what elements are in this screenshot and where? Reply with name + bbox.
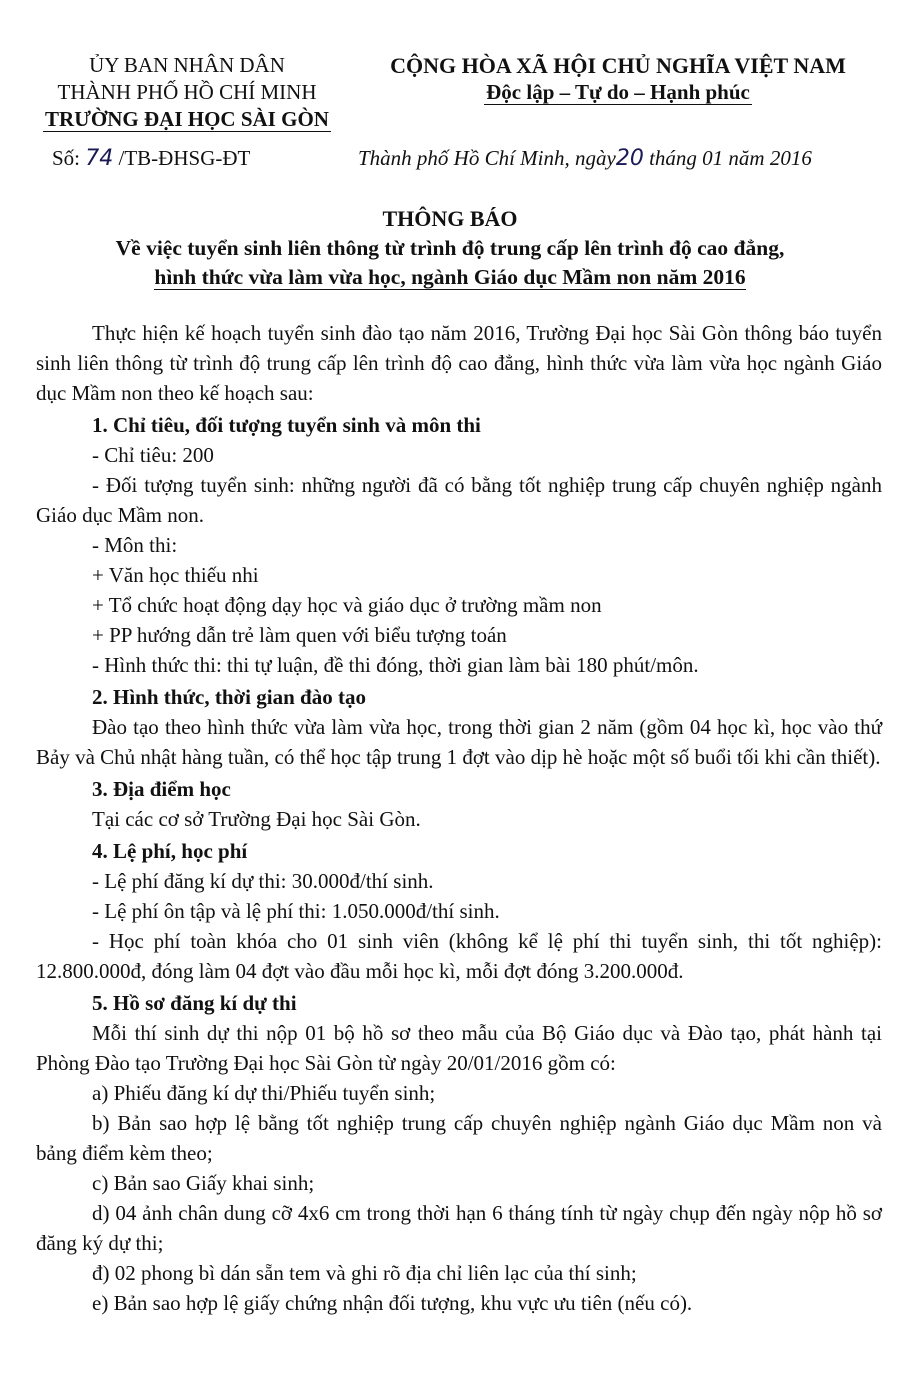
s4-line-1: - Lệ phí đăng kí dự thi: 30.000đ/thí sinh.	[92, 869, 434, 893]
section-1-heading: 1. Chỉ tiêu, đối tượng tuyển sinh và môn thi	[92, 413, 481, 437]
s2-text: Đào tạo theo hình thức vừa làm vừa học, trong thời gian 2 năm (gồm 04 học kì, học vào thứ Bảy và Chủ nhật hàng tuần, có thể học tập trung 1 đợt vào dịp hè hoặc một số buổi tối khi cần thiết).	[36, 715, 882, 769]
title-sub-1: Về việc tuyển sinh liên thông từ trình độ trung cấp lên trình độ cao đẳng,	[115, 236, 785, 260]
s5-item-dd: đ) 02 phong bì dán sẵn tem và ghi rõ địa chỉ liên lạc của thí sinh;	[92, 1261, 637, 1285]
document-date	[358, 143, 812, 174]
title-sub-2-text: hình thức vừa làm vừa học, ngành Giáo dục Mầm non năm 2016	[154, 265, 746, 289]
s5-intro: Mỗi thí sinh dự thi nộp 01 bộ hồ sơ theo mẫu của Bộ Giáo dục và Đào tạo, phát hành tại Phòng Đào tạo Trường Đại học Sài Gòn từ ngày 20/01/2016 gồm có:	[36, 1021, 882, 1075]
section-2-heading: 2. Hình thức, thời gian đào tạo	[92, 685, 366, 709]
intro-paragraph: Thực hiện kế hoạch tuyển sinh đào tạo năm 2016, Trường Đại học Sài Gòn thông báo tuyển sinh liên thông từ trình độ trung cấp lên trình độ cao đẳng, hình thức vừa làm vừa học ngành Giáo dục Mầm non theo kế hoạch sau:	[36, 321, 882, 405]
s1-line-3: - Môn thi:	[92, 533, 178, 557]
school-name: TRƯỜNG ĐẠI HỌC SÀI GÒN	[45, 107, 329, 131]
authority-line-3	[22, 106, 352, 133]
section-5-heading: 5. Hồ sơ đăng kí dự thi	[92, 991, 297, 1015]
s5-item-a: a) Phiếu đăng kí dự thi/Phiếu tuyển sinh;	[92, 1081, 436, 1105]
section-3-heading: 3. Địa điểm học	[92, 777, 231, 801]
title-main: THÔNG BÁO	[382, 206, 518, 231]
s5-item-d: d) 04 ảnh chân dung cỡ 4x6 cm trong thời hạn 6 tháng tính từ ngày chụp đến ngày nộp hồ sơ đăng ký dự thi;	[36, 1201, 882, 1255]
notice-title	[30, 204, 870, 292]
date-prefix: Thành phố Hồ Chí Minh, ngày	[358, 146, 616, 170]
s4-line-2: - Lệ phí ôn tập và lệ phí thi: 1.050.000đ/thí sinh.	[92, 899, 500, 923]
s5-item-c: c) Bản sao Giấy khai sinh;	[92, 1171, 315, 1195]
document-number	[52, 143, 250, 174]
s1-line-1: - Chỉ tiêu: 200	[92, 443, 214, 467]
s1-line-2: - Đối tượng tuyển sinh: những người đã có bằng tốt nghiệp trung cấp chuyên nghiệp ngành Giáo dục Mầm non.	[36, 473, 882, 527]
motto-wrap	[366, 79, 870, 106]
so-suffix: /TB-ĐHSG-ĐT	[118, 146, 251, 170]
country-name: CỘNG HÒA XÃ HỘI CHỦ NGHĨA VIỆT NAM	[390, 53, 846, 78]
s1-line-5: + Tổ chức hoạt động dạy học và giáo dục ở trường mầm non	[92, 593, 602, 617]
s3-text: Tại các cơ sở Trường Đại học Sài Gòn.	[92, 807, 421, 831]
authority-line-2: THÀNH PHỐ HỒ CHÍ MINH	[57, 80, 317, 104]
authority-line-1: ỦY BAN NHÂN DÂN	[89, 53, 285, 77]
notice-body	[36, 318, 882, 1318]
national-motto	[366, 52, 870, 106]
s1-line-6: + PP hướng dẫn trẻ làm quen với biểu tượng toán	[92, 623, 507, 647]
s4-line-3: - Học phí toàn khóa cho 01 sinh viên (không kể lệ phí thi tuyển sinh, thi tốt nghiệp): 12.800.000đ, đóng làm 04 đợt vào đầu mỗi học kì, mỗi đợt đóng 3.200.000đ.	[36, 929, 882, 983]
date-day-handwritten: 20	[615, 146, 644, 171]
title-sub-2	[30, 263, 870, 292]
s1-line-4: + Văn học thiếu nhi	[92, 563, 259, 587]
s5-item-e: e) Bản sao hợp lệ giấy chứng nhận đối tượng, khu vực ưu tiên (nếu có).	[92, 1291, 693, 1315]
date-suffix: tháng 01 năm 2016	[649, 146, 812, 170]
s5-item-b: b) Bản sao hợp lệ bằng tốt nghiệp trung cấp chuyên nghiệp ngành Giáo dục Mầm non và bảng điểm kèm theo;	[36, 1111, 882, 1165]
so-number-handwritten: 74	[85, 146, 114, 171]
issuing-authority	[22, 52, 352, 133]
section-4-heading: 4. Lệ phí, học phí	[92, 839, 248, 863]
motto: Độc lập – Tự do – Hạnh phúc	[486, 80, 750, 104]
so-prefix: Số:	[52, 146, 81, 170]
s1-line-7: - Hình thức thi: thi tự luận, đề thi đóng, thời gian làm bài 180 phút/môn.	[92, 653, 699, 677]
